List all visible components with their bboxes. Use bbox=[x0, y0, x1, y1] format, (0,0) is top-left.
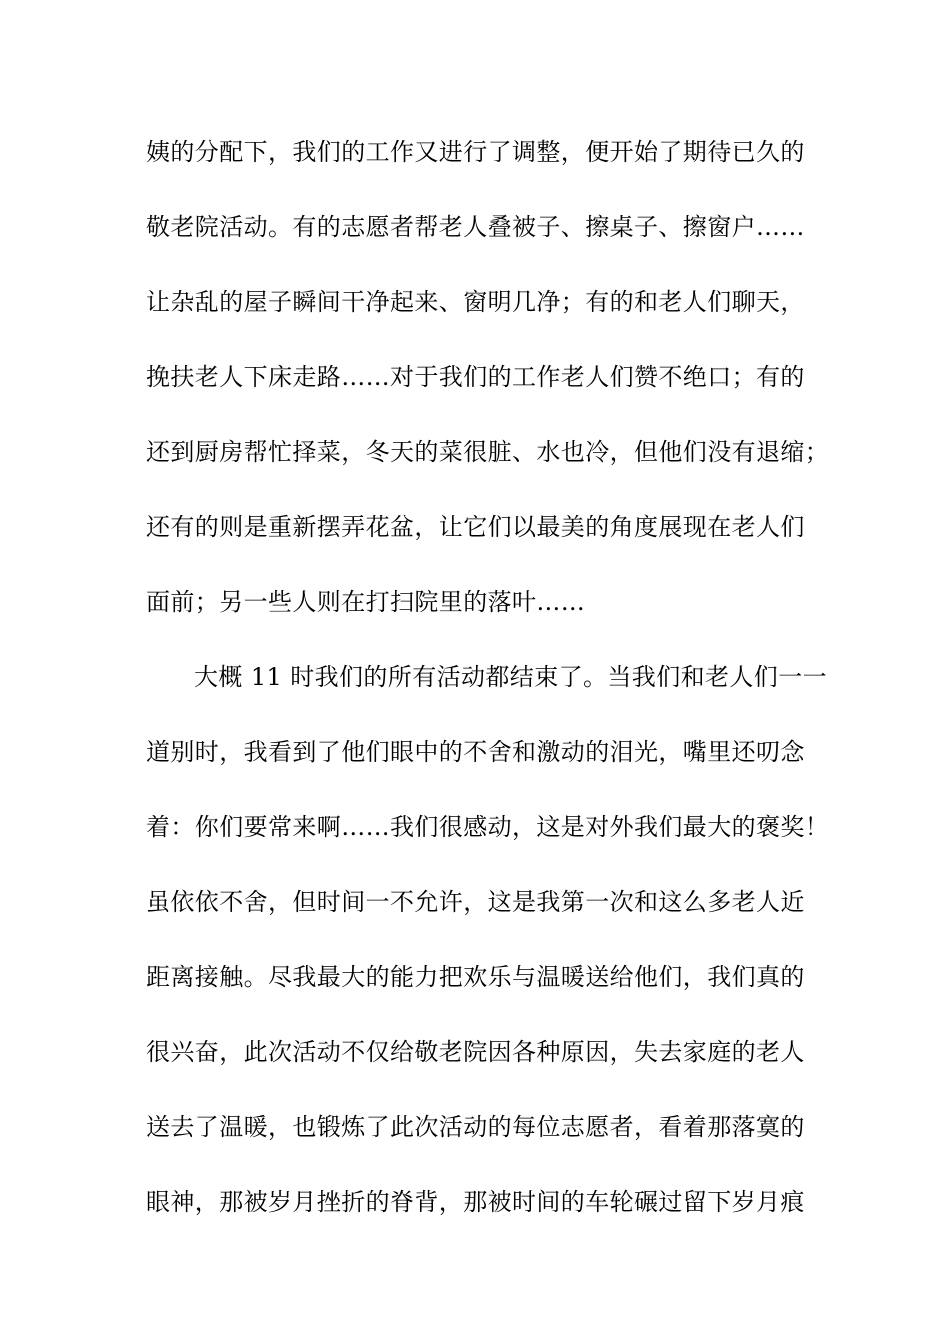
text-line: 姨的分配下，我们的工作又进行了调整，便开始了期待已久的 bbox=[146, 138, 805, 166]
text-line: 敬老院活动。有的志愿者帮老人叠被子、擦桌子、擦窗户…… bbox=[146, 213, 805, 241]
text-line: 道别时，我看到了他们眼中的不舍和激动的泪光，嘴里还叨念 bbox=[146, 738, 805, 766]
paragraph-start-line: 大概 11 时我们的所有活动都结束了。当我们和老人们一一 bbox=[194, 663, 827, 691]
text-line: 还到厨房帮忙择菜，冬天的菜很脏、水也冷，但他们没有退缩； bbox=[146, 438, 830, 466]
text-line: 送去了温暖，也锻炼了此次活动的每位志愿者，看着那落寞的 bbox=[146, 1113, 805, 1141]
body-text bbox=[146, 128, 846, 1253]
text-line: 虽依依不舍，但时间一不允许，这是我第一次和这么多老人近 bbox=[146, 888, 805, 916]
text-line: 距离接触。尽我最大的能力把欢乐与温暖送给他们，我们真的 bbox=[146, 963, 805, 991]
text-line: 面前；另一些人则在打扫院里的落叶…… bbox=[146, 588, 586, 616]
text-line: 着：你们要常来啊……我们很感动，这是对外我们最大的褒奖！ bbox=[146, 813, 830, 841]
text-line: 很兴奋，此次活动不仅给敬老院因各种原因，失去家庭的老人 bbox=[146, 1038, 805, 1066]
text-line: 眼神，那被岁月挫折的脊背，那被时间的车轮碾过留下岁月痕 bbox=[146, 1188, 805, 1216]
text-line: 还有的则是重新摆弄花盆，让它们以最美的角度展现在老人们 bbox=[146, 513, 805, 541]
text-line: 挽扶老人下床走路……对于我们的工作老人们赞不绝口；有的 bbox=[146, 363, 805, 391]
text-line: 让杂乱的屋子瞬间干净起来、窗明几净；有的和老人们聊天， bbox=[146, 288, 805, 316]
